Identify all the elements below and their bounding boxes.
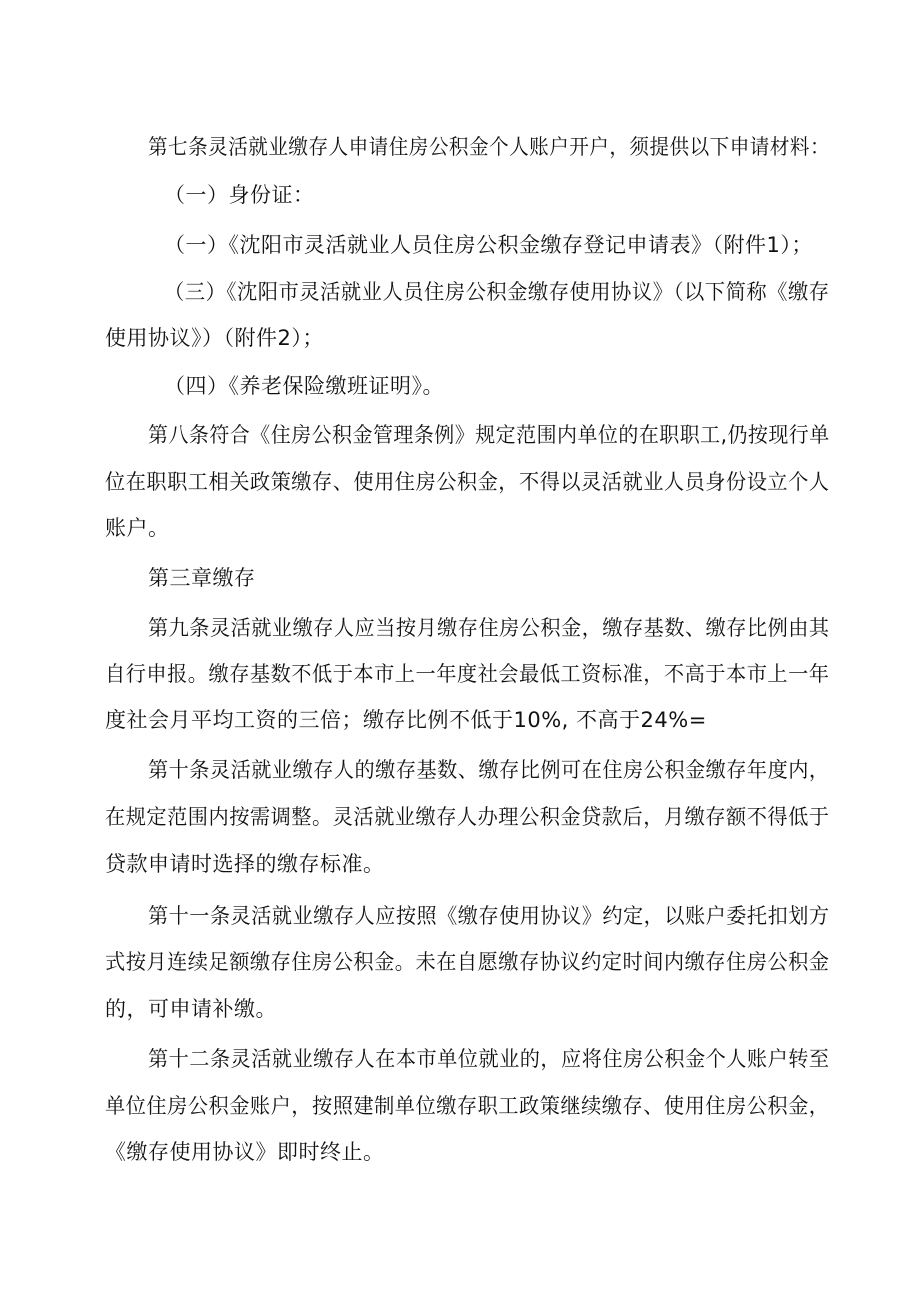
article-9-line-3: 度社会月平均工资的三倍；缴存比例不低于10%, 不高于24%= — [105, 708, 707, 732]
article-12-line-1: 第十二条灵活就业缴存人在本市单位就业的，应将住房公积金个人账户转至 — [148, 1047, 830, 1071]
item-2-application-form: （一）《沈阳市灵活就业人员住房公积金缴存登记申请表》（附件1）； — [164, 233, 813, 257]
article-10-line-3: 贷款申请时选择的缴存标准。 — [105, 852, 385, 876]
article-8-line-3: 账户。 — [105, 516, 170, 540]
article-10-line-2: 在规定范围内按需调整。灵活就业缴存人办理公积金贷款后，月缴存额不得低于 — [105, 805, 830, 829]
article-11-line-3: 的，可申请补缴。 — [105, 997, 277, 1021]
item-3-agreement-line-1: （三）《沈阳市灵活就业人员住房公积金缴存使用协议》（以下简称《缴存 — [164, 280, 830, 304]
chapter-3-heading: 第三章缴存 — [148, 566, 256, 590]
item-3-agreement-line-2: 使用协议》）（附件2）； — [105, 326, 324, 350]
article-11-line-2: 式按月连续足额缴存住房公积金。未在自愿缴存协议约定时间内缴存住房公积金 — [105, 950, 830, 974]
article-7-line-1: 第七条灵活就业缴存人申请住房公积金个人账户开户，须提供以下申请材料： — [148, 135, 831, 159]
article-11-line-1: 第十一条灵活就业缴存人应按照《缴存使用协议》约定，以账户委托扣划方 — [148, 904, 830, 928]
item-4-pension-proof: （四）《养老保险缴班证明》。 — [164, 374, 444, 398]
article-9-line-1: 第九条灵活就业缴存人应当按月缴存住房公积金，缴存基数、缴存比例由其 — [148, 616, 830, 640]
article-12-line-3: 《缴存使用协议》即时终止。 — [105, 1140, 385, 1164]
article-12-line-2: 单位住房公积金账户，按照建制单位缴存职工政策继续缴存、使用住房公积金， — [105, 1094, 830, 1118]
article-8-line-2: 位在职职工相关政策缴存、使用住房公积金，不得以灵活就业人员身份设立个人 — [105, 470, 830, 494]
article-8-line-1: 第八条符合《住房公积金管理条例》规定范围内单位的在职职工,仍按现行单 — [148, 423, 830, 447]
item-1-id-card: （一）身份证： — [164, 183, 315, 207]
article-10-line-1: 第十条灵活就业缴存人的缴存基数、缴存比例可在住房公积金缴存年度内， — [148, 758, 830, 782]
article-9-line-2: 自行申报。缴存基数不低于本市上一年度社会最低工资标准，不高于本市上一年 — [105, 662, 830, 686]
